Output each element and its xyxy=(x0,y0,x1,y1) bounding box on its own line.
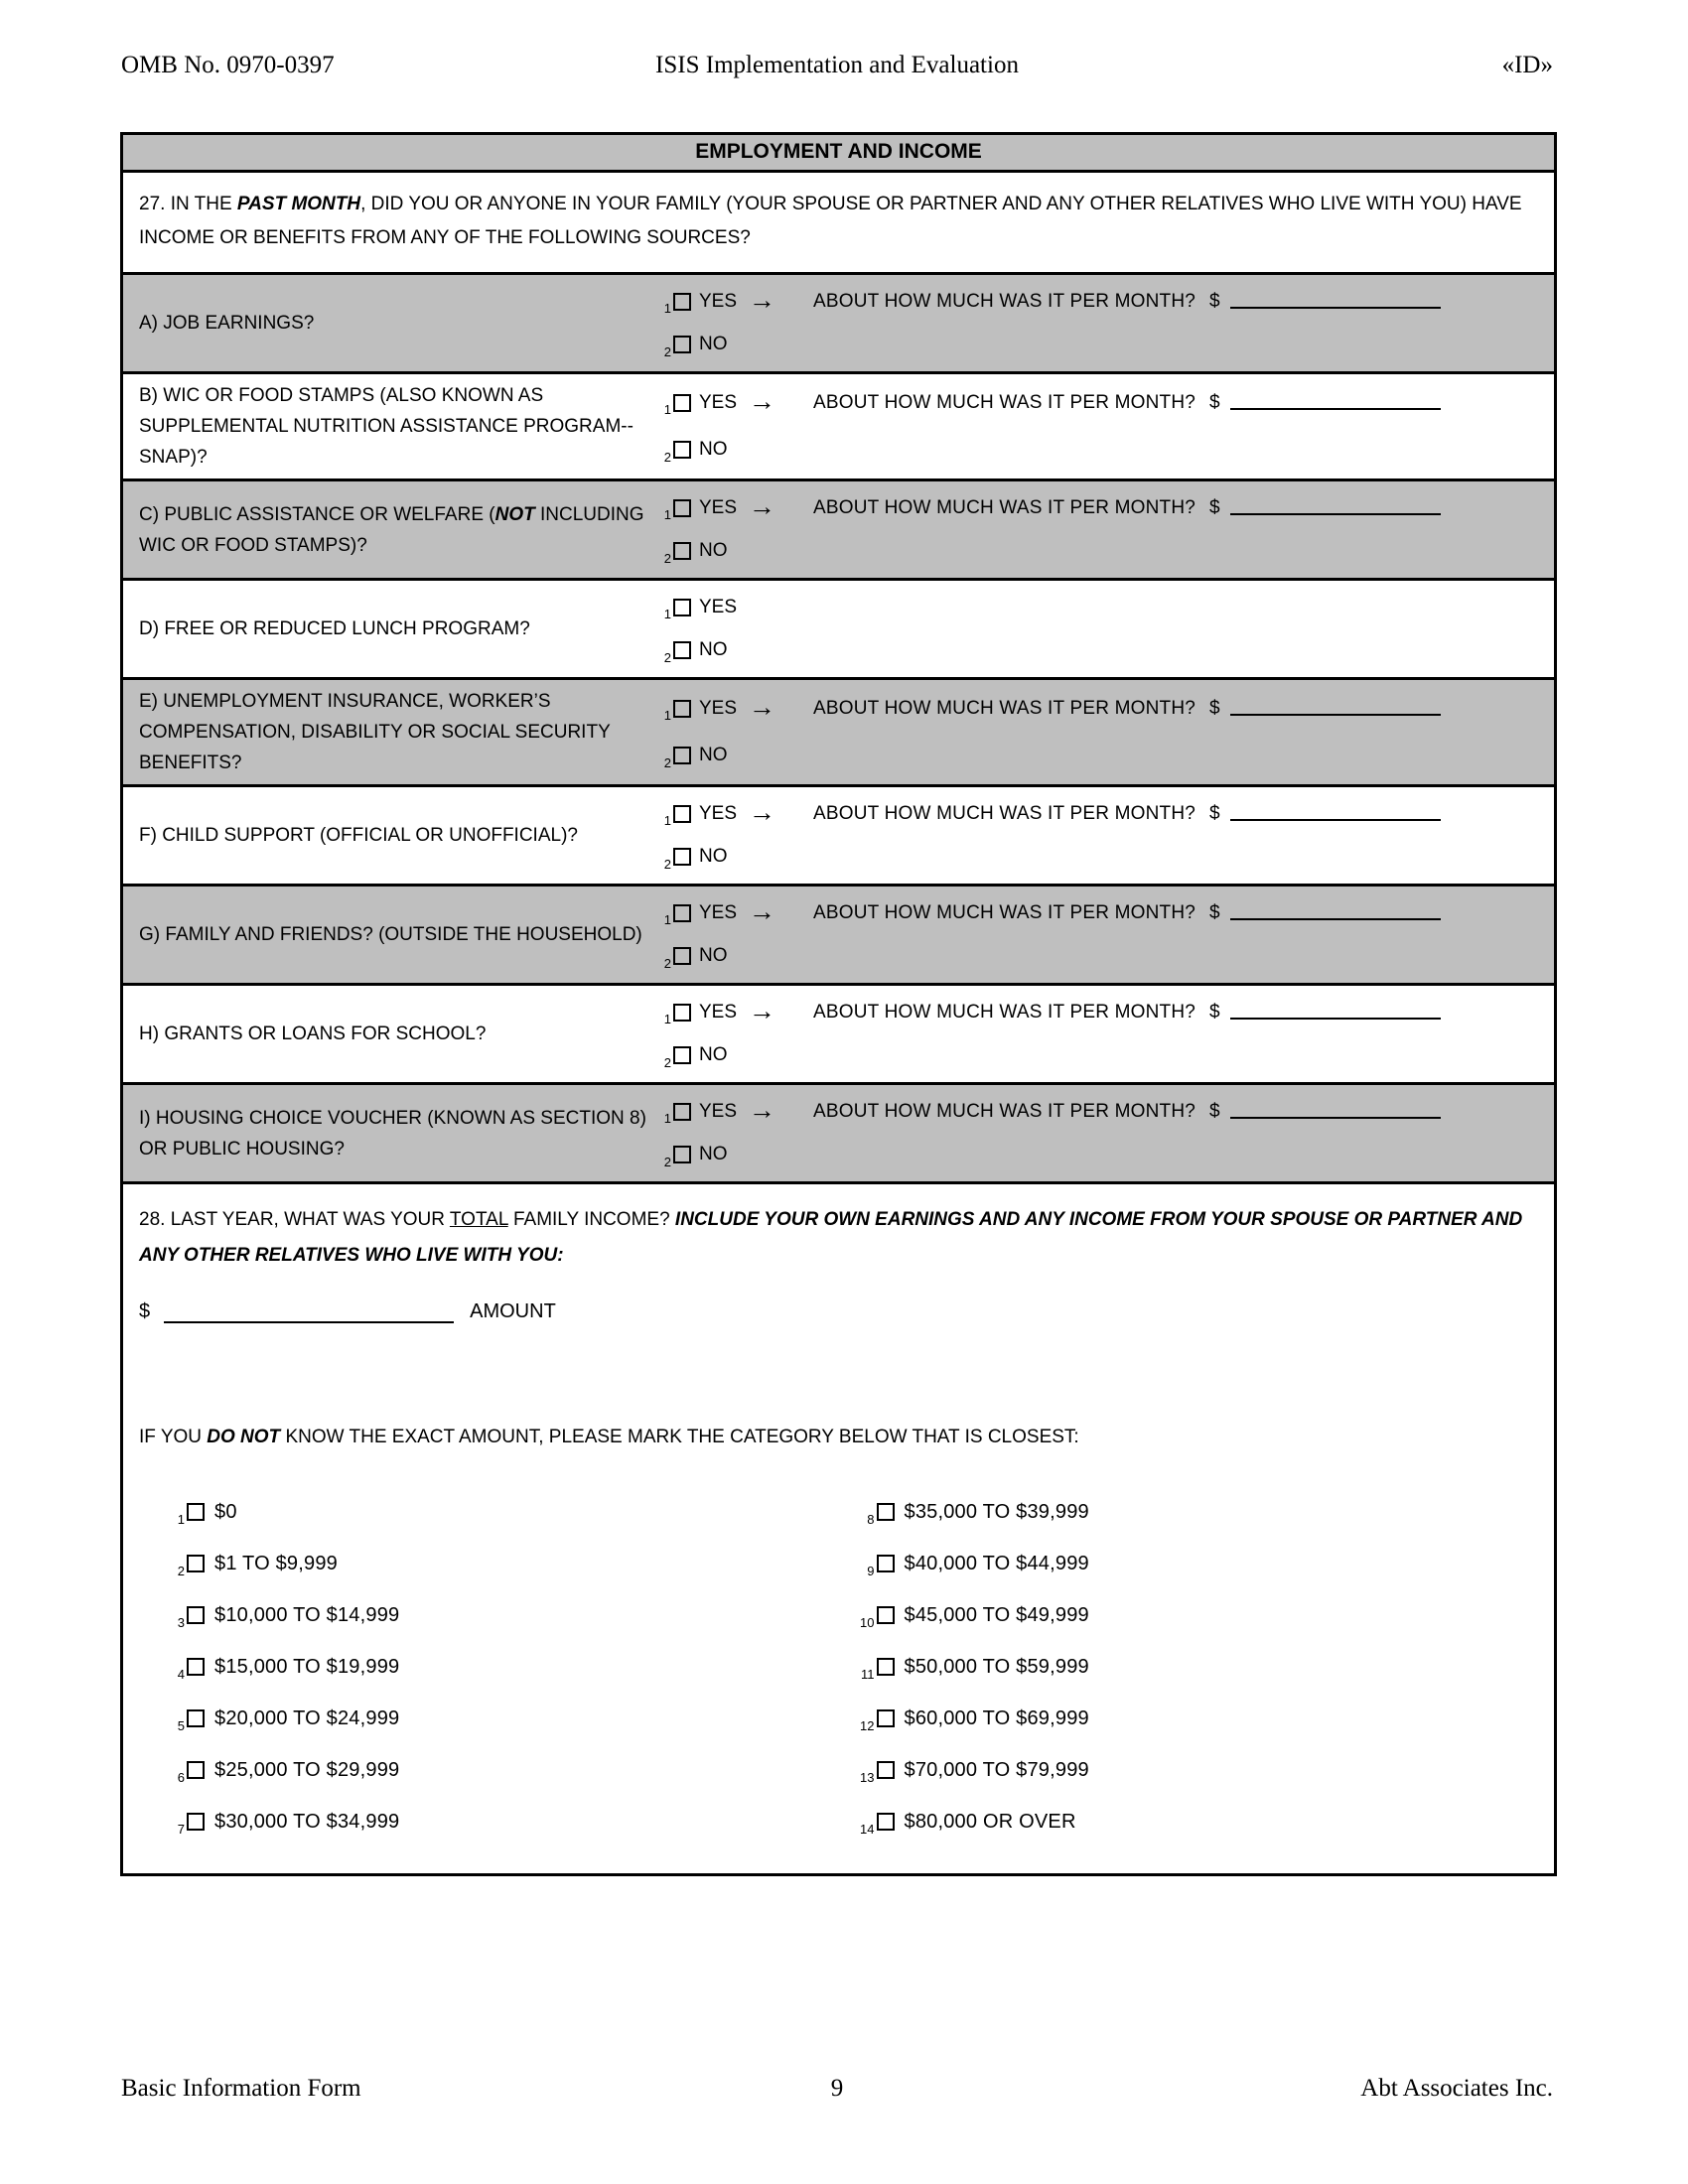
income-row-label-text xyxy=(139,1019,486,1049)
amount-followup xyxy=(737,896,1441,927)
no-option-line xyxy=(659,536,1554,566)
yes-code: 1 xyxy=(663,1111,671,1127)
category-checkbox[interactable] xyxy=(877,1606,895,1624)
category-checkbox[interactable] xyxy=(187,1555,205,1572)
question-28-text xyxy=(139,1202,1538,1274)
footer-page-number: 9 xyxy=(830,2075,844,2102)
text-segment: FAMILY INCOME? xyxy=(507,1209,675,1230)
no-label: NO xyxy=(699,945,728,967)
no-label: NO xyxy=(699,1144,728,1165)
text-segment: 28. LAST YEAR, WHAT WAS YOUR xyxy=(139,1209,450,1230)
amount-input-line[interactable] xyxy=(1230,500,1441,515)
no-checkbox[interactable] xyxy=(673,336,691,353)
income-row-label-text xyxy=(139,499,653,561)
no-checkbox[interactable] xyxy=(673,747,691,764)
yes-label: YES xyxy=(699,290,738,312)
dollar-sign: $ xyxy=(1209,1100,1220,1122)
yes-checkbox[interactable] xyxy=(673,599,691,616)
income-row-label-text xyxy=(139,919,642,950)
arrow-icon: → xyxy=(749,491,776,522)
income-row-label xyxy=(123,986,659,1082)
category-checkbox[interactable] xyxy=(187,1606,205,1624)
amount-followup xyxy=(737,797,1441,828)
category-code: 3 xyxy=(177,1614,185,1630)
yes-label: YES xyxy=(699,1100,738,1122)
income-category-item xyxy=(849,1641,1539,1693)
text-segment: C) PUBLIC ASSISTANCE OR WELFARE ( xyxy=(139,503,495,525)
category-label: $20,000 TO $24,999 xyxy=(214,1706,400,1729)
text-segment: E) UNEMPLOYMENT INSURANCE, WORKER’S COMPENSATION, DISABILITY OR SOCIAL SECURITY BENEFITS? xyxy=(139,691,611,773)
no-label: NO xyxy=(699,745,728,766)
income-row-label-text xyxy=(139,380,653,473)
income-category-item xyxy=(159,1589,849,1641)
no-code: 2 xyxy=(663,1154,671,1169)
text-segment: KNOW THE EXACT AMOUNT, PLEASE MARK THE CATEGORY BELOW THAT IS CLOSEST: xyxy=(280,1427,1079,1447)
income-category-item xyxy=(159,1486,849,1538)
income-row-answers xyxy=(659,1085,1554,1181)
text-segment: 27. IN THE xyxy=(139,194,237,214)
income-row-label xyxy=(123,275,659,371)
question-27-text xyxy=(123,173,1554,275)
no-checkbox[interactable] xyxy=(673,441,691,459)
yes-code: 1 xyxy=(663,402,671,418)
category-label: $40,000 TO $44,999 xyxy=(904,1552,1089,1574)
no-label: NO xyxy=(699,639,728,661)
text-segment: NOT xyxy=(494,503,535,525)
income-row-label xyxy=(123,1085,659,1181)
category-checkbox[interactable] xyxy=(877,1813,895,1831)
section-title: EMPLOYMENT AND INCOME xyxy=(123,135,1554,173)
yes-option-line xyxy=(659,898,1554,928)
dollar-sign: $ xyxy=(1209,901,1220,923)
income-row-label xyxy=(123,581,659,677)
income-source-row xyxy=(123,787,1554,887)
category-label: $35,000 TO $39,999 xyxy=(904,1500,1089,1523)
yes-checkbox[interactable] xyxy=(673,293,691,311)
category-code: 7 xyxy=(177,1821,185,1837)
yes-option-line xyxy=(659,799,1554,829)
no-label: NO xyxy=(699,846,728,868)
text-segment: B) WIC OR FOOD STAMPS (ALSO KNOWN AS SUPPLEMENTAL NUTRITION ASSISTANCE PROGRAM--SNAP)? xyxy=(139,385,633,468)
arrow-icon: → xyxy=(749,1095,776,1126)
q28-closest-prompt xyxy=(139,1427,1538,1448)
no-code: 2 xyxy=(663,343,671,359)
dollar-sign: $ xyxy=(1209,290,1220,312)
omb-number: OMB No. 0970-0397 xyxy=(121,52,335,78)
category-label: $0 xyxy=(214,1500,237,1523)
category-code: 2 xyxy=(177,1563,185,1578)
income-row-answers xyxy=(659,275,1554,371)
category-code: 12 xyxy=(860,1717,875,1733)
category-label: $70,000 TO $79,999 xyxy=(904,1758,1089,1781)
income-row-answers xyxy=(659,481,1554,578)
category-label: $60,000 TO $69,999 xyxy=(904,1706,1089,1729)
yes-checkbox[interactable] xyxy=(673,499,691,517)
income-row-label xyxy=(123,787,659,884)
text-segment: INCLUDING WIC OR FOOD STAMPS)? xyxy=(139,503,644,556)
income-category-item xyxy=(159,1641,849,1693)
no-checkbox[interactable] xyxy=(673,542,691,560)
amount-prompt: ABOUT HOW MUCH WAS IT PER MONTH? xyxy=(813,802,1196,824)
id-placeholder: «ID» xyxy=(1501,52,1553,78)
no-option-line xyxy=(659,741,1554,770)
category-checkbox[interactable] xyxy=(187,1709,205,1727)
amount-prompt: ABOUT HOW MUCH WAS IT PER MONTH? xyxy=(813,496,1196,518)
arrow-icon: → xyxy=(749,797,776,828)
income-row-label xyxy=(123,887,659,983)
category-code: 5 xyxy=(177,1717,185,1733)
income-source-row xyxy=(123,1085,1554,1184)
no-code: 2 xyxy=(663,550,671,566)
income-source-row xyxy=(123,275,1554,374)
income-category-item xyxy=(159,1796,849,1847)
arrow-icon: → xyxy=(749,692,776,723)
yes-option-line xyxy=(659,493,1554,523)
yes-checkbox[interactable] xyxy=(673,1004,691,1022)
amount-input-line[interactable] xyxy=(1230,1104,1441,1119)
category-checkbox[interactable] xyxy=(877,1658,895,1676)
category-code: 14 xyxy=(860,1821,875,1837)
no-code: 2 xyxy=(663,449,671,465)
no-checkbox[interactable] xyxy=(673,1146,691,1163)
text-segment: A) JOB EARNINGS? xyxy=(139,313,315,334)
no-option-line xyxy=(659,941,1554,971)
yes-label: YES xyxy=(699,901,738,923)
amount-input-line[interactable] xyxy=(1230,905,1441,920)
income-row-answers xyxy=(659,374,1554,478)
no-option-line xyxy=(659,1140,1554,1169)
income-source-row xyxy=(123,986,1554,1085)
income-row-label-text xyxy=(139,308,314,339)
dollar-sign: $ xyxy=(1209,496,1220,518)
income-source-row xyxy=(123,481,1554,581)
employment-income-table xyxy=(120,132,1557,1876)
category-label: $30,000 TO $34,999 xyxy=(214,1810,400,1833)
text-segment: PAST MONTH xyxy=(236,194,361,214)
amount-followup xyxy=(737,386,1441,417)
no-checkbox[interactable] xyxy=(673,848,691,866)
dollar-sign: $ xyxy=(139,1300,151,1322)
yes-option-line xyxy=(659,1097,1554,1127)
income-row-answers xyxy=(659,680,1554,784)
income-source-row xyxy=(123,680,1554,787)
no-code: 2 xyxy=(663,649,671,665)
no-label: NO xyxy=(699,334,728,355)
category-code: 11 xyxy=(861,1666,875,1682)
amount-followup xyxy=(737,285,1441,316)
income-row-label xyxy=(123,374,659,478)
category-code: 8 xyxy=(867,1511,875,1527)
yes-label: YES xyxy=(699,496,738,518)
dollar-sign: $ xyxy=(1209,391,1220,413)
yes-checkbox[interactable] xyxy=(673,394,691,412)
income-category-item xyxy=(849,1744,1539,1796)
dollar-sign: $ xyxy=(1209,697,1220,719)
no-option-line xyxy=(659,1040,1554,1070)
category-checkbox[interactable] xyxy=(877,1761,895,1779)
amount-input-line[interactable] xyxy=(1230,294,1441,309)
income-category-item xyxy=(849,1486,1539,1538)
no-option-line xyxy=(659,635,1554,665)
income-row-label xyxy=(123,481,659,578)
text-segment: I) HOUSING CHOICE VOUCHER (KNOWN AS SECTION 8) OR PUBLIC HOUSING? xyxy=(139,1107,646,1160)
q28-amount-entry xyxy=(139,1300,1538,1323)
yes-label: YES xyxy=(699,802,738,824)
amount-input-line[interactable] xyxy=(1230,701,1441,716)
yes-label: YES xyxy=(699,596,738,617)
q28-amount-input-line[interactable] xyxy=(164,1308,454,1323)
yes-code: 1 xyxy=(663,708,671,724)
no-label: NO xyxy=(699,1044,728,1066)
no-code: 2 xyxy=(663,856,671,872)
amount-prompt: ABOUT HOW MUCH WAS IT PER MONTH? xyxy=(813,1100,1196,1122)
yes-label: YES xyxy=(699,391,738,413)
yes-code: 1 xyxy=(663,1012,671,1027)
no-option-line xyxy=(659,330,1554,359)
amount-input-line[interactable] xyxy=(1230,1005,1441,1020)
income-source-row xyxy=(123,887,1554,986)
category-checkbox[interactable] xyxy=(187,1503,205,1521)
income-row-answers xyxy=(659,581,1554,677)
amount-followup xyxy=(737,1095,1441,1126)
income-category-item xyxy=(849,1796,1539,1847)
no-code: 2 xyxy=(663,754,671,770)
income-row-label-text xyxy=(139,820,578,851)
yes-label: YES xyxy=(699,1001,738,1023)
yes-checkbox[interactable] xyxy=(673,1103,691,1121)
category-code: 1 xyxy=(177,1511,185,1527)
dollar-sign: $ xyxy=(1209,1001,1220,1023)
category-code: 10 xyxy=(860,1614,875,1630)
income-category-item xyxy=(849,1693,1539,1744)
yes-code: 1 xyxy=(663,301,671,317)
arrow-icon: → xyxy=(749,896,776,927)
amount-followup xyxy=(737,692,1441,723)
income-row-answers xyxy=(659,787,1554,884)
yes-code: 1 xyxy=(663,507,671,523)
yes-label: YES xyxy=(699,697,738,719)
yes-checkbox[interactable] xyxy=(673,805,691,823)
amount-input-line[interactable] xyxy=(1230,806,1441,821)
yes-code: 1 xyxy=(663,912,671,928)
no-code: 2 xyxy=(663,955,671,971)
category-label: $25,000 TO $29,999 xyxy=(214,1758,400,1781)
category-checkbox[interactable] xyxy=(877,1555,895,1572)
no-checkbox[interactable] xyxy=(673,947,691,965)
arrow-icon: → xyxy=(749,285,776,316)
income-categories xyxy=(139,1486,1538,1873)
category-checkbox[interactable] xyxy=(187,1761,205,1779)
income-source-row xyxy=(123,374,1554,481)
text-segment: INCLUDE YOUR OWN EARNINGS AND ANY INCOME FROM YOUR SPOUSE OR PARTNER AND ANY OTHER RELATIVES WHO LIVE WITH YOU: xyxy=(139,1209,1523,1266)
footer-form-name: Basic Information Form xyxy=(121,2075,361,2102)
category-checkbox[interactable] xyxy=(877,1709,895,1727)
income-row-label-text xyxy=(139,686,653,778)
no-option-line xyxy=(659,842,1554,872)
yes-option-line xyxy=(659,593,1554,622)
arrow-icon: → xyxy=(749,996,776,1026)
yes-option-line xyxy=(659,287,1554,317)
income-rows xyxy=(123,275,1554,1184)
amount-prompt: ABOUT HOW MUCH WAS IT PER MONTH? xyxy=(813,1001,1196,1023)
income-row-label xyxy=(123,680,659,784)
income-row-answers xyxy=(659,887,1554,983)
no-checkbox[interactable] xyxy=(673,1046,691,1064)
q28-amount-label: AMOUNT xyxy=(470,1300,556,1322)
yes-option-line xyxy=(659,694,1554,724)
footer-company: Abt Associates Inc. xyxy=(1360,2075,1553,2102)
text-segment: TOTAL xyxy=(449,1209,508,1230)
yes-code: 1 xyxy=(663,607,671,622)
text-segment: H) GRANTS OR LOANS FOR SCHOOL? xyxy=(139,1024,487,1044)
dollar-sign: $ xyxy=(1209,802,1220,824)
no-option-line xyxy=(659,435,1554,465)
category-label: $1 TO $9,999 xyxy=(214,1552,338,1574)
income-row-label-text xyxy=(139,614,530,644)
income-category-item xyxy=(159,1744,849,1796)
text-segment: IF YOU xyxy=(139,1427,208,1447)
question-28-cell xyxy=(123,1184,1554,1873)
no-code: 2 xyxy=(663,1054,671,1070)
category-code: 13 xyxy=(860,1769,875,1785)
category-code: 6 xyxy=(177,1769,185,1785)
amount-prompt: ABOUT HOW MUCH WAS IT PER MONTH? xyxy=(813,290,1196,312)
amount-prompt: ABOUT HOW MUCH WAS IT PER MONTH? xyxy=(813,391,1196,413)
document-title: ISIS Implementation and Evaluation xyxy=(655,52,1019,78)
yes-checkbox[interactable] xyxy=(673,904,691,922)
category-label: $45,000 TO $49,999 xyxy=(904,1603,1089,1626)
text-segment: DO NOT xyxy=(207,1427,281,1447)
amount-input-line[interactable] xyxy=(1230,395,1441,410)
category-code: 9 xyxy=(867,1563,875,1578)
yes-option-line xyxy=(659,998,1554,1027)
yes-checkbox[interactable] xyxy=(673,700,691,718)
arrow-icon: → xyxy=(749,386,776,417)
category-label: $15,000 TO $19,999 xyxy=(214,1655,400,1678)
no-label: NO xyxy=(699,540,728,562)
income-row-answers xyxy=(659,986,1554,1082)
text-segment: G) FAMILY AND FRIENDS? (OUTSIDE THE HOUSEHOLD) xyxy=(139,924,642,945)
amount-prompt: ABOUT HOW MUCH WAS IT PER MONTH? xyxy=(813,901,1196,923)
category-label: $80,000 OR OVER xyxy=(904,1810,1076,1833)
income-row-label-text xyxy=(139,1103,653,1164)
yes-option-line xyxy=(659,388,1554,418)
text-segment: F) CHILD SUPPORT (OFFICIAL OR UNOFFICIAL)? xyxy=(139,825,578,846)
yes-code: 1 xyxy=(663,813,671,829)
amount-followup xyxy=(737,996,1441,1026)
income-category-item xyxy=(849,1589,1539,1641)
no-checkbox[interactable] xyxy=(673,641,691,659)
income-category-item xyxy=(849,1538,1539,1589)
category-checkbox[interactable] xyxy=(877,1503,895,1521)
text-segment: , DID YOU OR ANYONE IN YOUR FAMILY (YOUR SPOUSE OR PARTNER AND ANY OTHER RELATIVES WHO LIVE WITH YOU) HAVE INCOME OR BENEFITS FROM ANY OF THE FOLLOWING SOURCES? xyxy=(139,194,1522,248)
income-source-row xyxy=(123,581,1554,680)
text-segment: D) FREE OR REDUCED LUNCH PROGRAM? xyxy=(139,618,530,639)
income-category-item xyxy=(159,1538,849,1589)
category-checkbox[interactable] xyxy=(187,1658,205,1676)
income-category-item xyxy=(159,1693,849,1744)
amount-followup xyxy=(737,491,1441,522)
category-label: $50,000 TO $59,999 xyxy=(904,1655,1089,1678)
amount-prompt: ABOUT HOW MUCH WAS IT PER MONTH? xyxy=(813,697,1196,719)
category-code: 4 xyxy=(177,1666,185,1682)
no-label: NO xyxy=(699,439,728,461)
category-checkbox[interactable] xyxy=(187,1813,205,1831)
category-label: $10,000 TO $14,999 xyxy=(214,1603,400,1626)
